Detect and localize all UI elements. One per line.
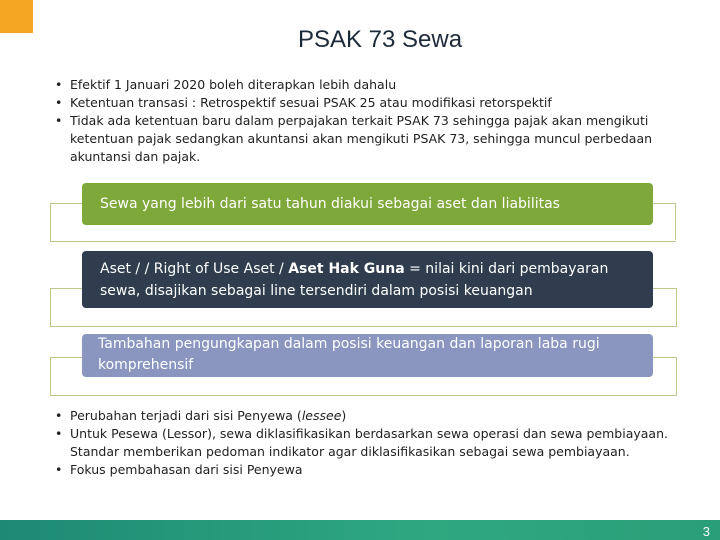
disclosure-box bbox=[82, 334, 653, 377]
corner-accent bbox=[0, 0, 33, 33]
list-item: • Untuk Pesewa (Lessor), sewa diklasifikasikan berdasarkan sewa operasi dan sewa pembiayaan. Standar memberikan pedoman indikator agar diklasifikasikan sebagai sewa pembiayaan. bbox=[54, 425, 694, 461]
footer-bar bbox=[0, 520, 720, 540]
bottom-bullet-list bbox=[54, 407, 694, 479]
list-item-text: Perubahan terjadi dari sisi Penyewa ( bbox=[70, 408, 302, 423]
intro-bullet-list bbox=[54, 76, 694, 166]
list-item-italic: lessee bbox=[301, 408, 342, 423]
right-of-use-box bbox=[82, 251, 653, 308]
box-text: Sewa yang lebih dari satu tahun diakui sebagai aset dan liabilitas bbox=[100, 196, 560, 212]
page-number: 3 bbox=[702, 524, 710, 539]
list-item-text: ) bbox=[341, 408, 347, 423]
list-item: • Ketentuan transasi : Retrospektif sesuai PSAK 25 atau modifikasi retorspektif bbox=[54, 94, 694, 112]
box-text: Tambahan pengungkapan dalam posisi keuangan dan laporan laba rugi komprehensif bbox=[98, 336, 600, 373]
list-item bbox=[54, 407, 694, 425]
box-text: Aset / / Right of Use Aset / bbox=[100, 261, 289, 277]
list-item: • Fokus pembahasan dari sisi Penyewa bbox=[54, 461, 694, 479]
list-item: • Efektif 1 Januari 2020 boleh diterapkan lebih dahalu bbox=[54, 76, 694, 94]
page-title: PSAK 73 Sewa bbox=[297, 26, 463, 53]
box-text-bold: Aset Hak Guna bbox=[288, 261, 405, 277]
box-text: = nilai kini dari pembayaran sewa, disajikan sebagai line tersendiri dalam posisi keuangan bbox=[100, 261, 609, 299]
list-item: • Tidak ada ketentuan baru dalam perpajakan terkait PSAK 73 sehingga pajak akan mengikuti ketentuan pajak sedangkan akuntansi akan mengikuti PSAK 73, sehingga muncul perbedaan akuntansi dan pajak. bbox=[54, 112, 694, 166]
lease-recognition-box bbox=[82, 183, 653, 225]
